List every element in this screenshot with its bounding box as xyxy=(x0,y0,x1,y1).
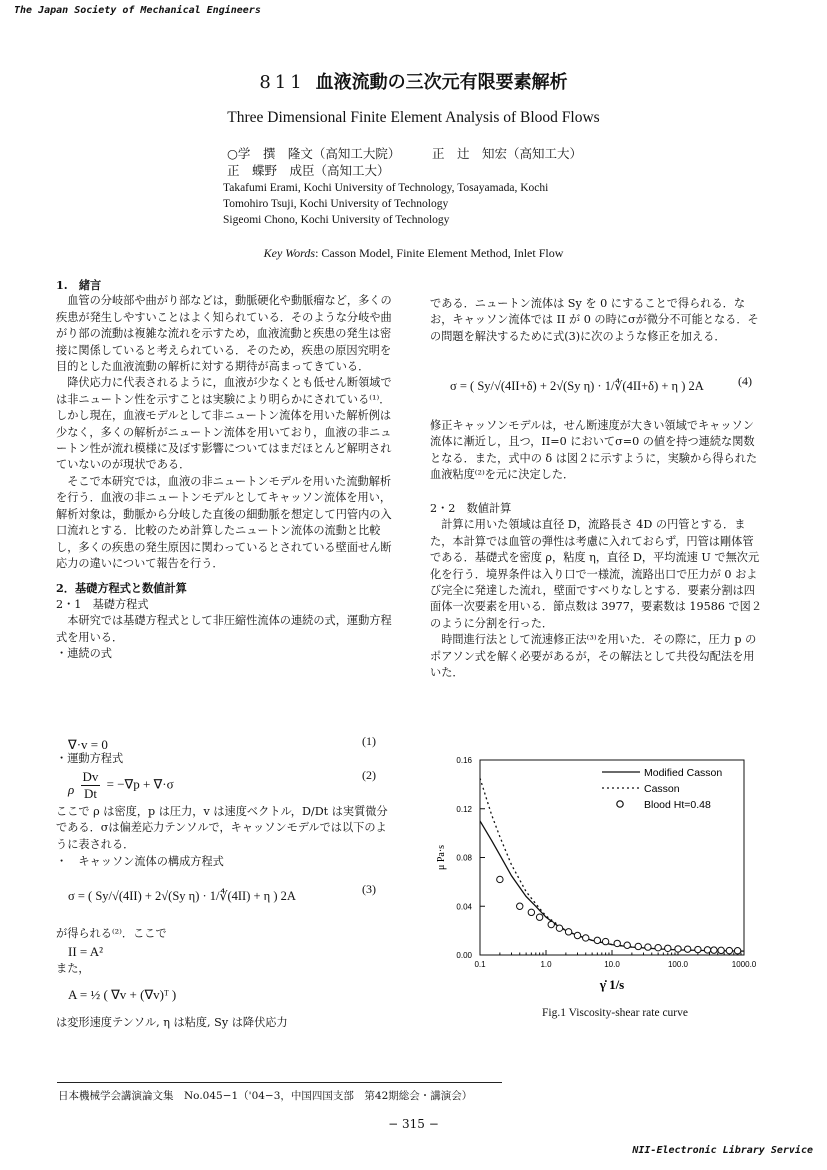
affil-2: Tomohiro Tsuji, Kochi University of Technology xyxy=(223,198,449,210)
motion-label: ・運動方程式 xyxy=(56,752,124,765)
data-point-blood xyxy=(711,947,717,953)
title-ja-text: 血液流動の三次元有限要素解析 xyxy=(315,72,568,93)
paper-number: 811 xyxy=(259,72,306,93)
x-tick-label: 100.0 xyxy=(667,960,689,969)
right-section-2-2 xyxy=(430,501,764,681)
keywords-label: Key Words xyxy=(263,246,316,260)
y-tick-label: 0.08 xyxy=(456,853,472,863)
mata-label: また， xyxy=(56,962,90,975)
x-axis-label: γ̇ 1/s xyxy=(599,977,625,992)
data-point-blood xyxy=(517,903,523,909)
eq2-rhs: = −∇p + ∇·σ xyxy=(106,776,174,792)
y-axis-label: μ Pa·s xyxy=(436,844,447,871)
equation-II: II = A² xyxy=(68,944,104,959)
legend-label: Blood Ht=0.48 xyxy=(644,799,711,811)
right-column-top: である．ニュートン流体は Sy を 0 にすることで得られる．なお，キャッソン流体では II が 0 の時にσが微分不可能となる．その問題を解決するために式(3)に次のような修正を加える． xyxy=(430,297,759,343)
y-tick-label: 0.12 xyxy=(456,804,472,814)
affil-3: Sigeomi Chono, Kochi University of Technology xyxy=(223,214,450,226)
equation-3-number: (3) xyxy=(362,882,376,896)
after-eq2: ここで ρ は密度，p は圧力，v は速度ベクトル，D/Dt は実質微分である．σは偏差応力テンソルで，キャッソンモデルでは以下のように表される． xyxy=(56,805,388,851)
section-2-1-heading: 2・1 基礎方程式 xyxy=(56,597,149,611)
x-tick-label: 0.1 xyxy=(474,960,486,969)
s1-paragraph-2: 降伏応力に代表されるように，血液が少なくとも低せん断領域では非ニュートン性を示すことは実験により明らかにされている⁽¹⁾．しかし現在，血液モデルとして非ニュートン流体を用いた解析例は少なく，多くの解析がニュートン流体を用いており，血液の非ニュートン性が流れ模様に及ぼす影響についてはまだほとんど解明されていないのが現状である． xyxy=(56,376,392,472)
data-point-blood xyxy=(718,947,724,953)
paper-title-en: Three Dimensional Finite Element Analysis of Blood Flows xyxy=(227,109,600,126)
data-point-blood xyxy=(556,925,562,931)
data-point-blood xyxy=(695,946,701,952)
after-eq3: が得られる⁽²⁾．ここで xyxy=(56,927,167,940)
data-point-blood xyxy=(665,945,671,951)
legend-label: Casson xyxy=(644,783,680,795)
data-point-blood xyxy=(536,914,542,920)
s1-paragraph-3: そこで本研究では，血液の非ニュートンモデルを用いた流動解析を行う．血液の非ニュートンモデルとしてキャッソン流体を用い，解析対象は，動脈から分岐した直後の細動脈を想定して円管内の入口流れとする．比較のため計算したニュートン流体の流動と比較し，多くの疾患の発生原因に関わっているとされている壁面せん断応力の違いについて報告を行う． xyxy=(56,474,392,570)
author-line-1b: 正 辻 知宏（高知工大） xyxy=(432,146,583,161)
affiliations xyxy=(223,180,548,228)
y-tick-label: 0.00 xyxy=(456,951,472,960)
y-tick-label: 0.16 xyxy=(456,756,472,765)
equation-2-number: (2) xyxy=(362,768,376,782)
left-column xyxy=(56,277,394,662)
data-point-blood xyxy=(602,938,608,944)
equation-1-number: (1) xyxy=(362,734,376,748)
data-point-blood xyxy=(645,944,651,950)
eq2-frac-num: Dv xyxy=(82,769,99,784)
right-paragraph-2: 修正キャッソンモデルは，せん断速度が大きい領域でキャッソン流体に漸近し，且つ，II=0 においてσ=0 の値を持つ連続な関数となる．また，式中の δ は図２に示すように，実験から得られた血液粘度⁽²⁾を元に決定した． xyxy=(430,419,758,482)
section-2-heading: 2．基礎方程式と数値計算 xyxy=(56,581,187,596)
s21-paragraph-1: 本研究では基礎方程式として非圧縮性流体の連続の式，運動方程式を用いる． xyxy=(56,614,392,644)
author-line-2: 正 蝶野 成臣（高知工大） xyxy=(227,163,390,178)
x-tick-label: 10.0 xyxy=(604,960,620,969)
after-eqA: は変形速度テンソル, η は粘度, Sy は降伏応力 xyxy=(56,1016,288,1029)
figure-caption: Fig.1 Viscosity-shear rate curve xyxy=(541,1007,688,1019)
legend-marker xyxy=(617,801,623,807)
footer-rule xyxy=(57,1082,502,1083)
section-2-2-heading: 2・2 数値計算 xyxy=(430,502,512,515)
data-point-blood xyxy=(675,946,681,952)
continuity-label: ・連続の式 xyxy=(56,646,112,660)
data-point-blood xyxy=(734,948,740,954)
viscosity-chart xyxy=(432,748,762,1003)
data-point-blood xyxy=(655,944,661,950)
equation-4: σ = ( Sy/√(4II+δ) + 2√(Sy η) · 1/∜(4II+δ) + η ) 2A xyxy=(450,379,704,393)
casson-label: ・ キャッソン流体の構成方程式 xyxy=(56,855,224,868)
data-point-blood xyxy=(583,935,589,941)
eq2-frac-den: Dt xyxy=(83,786,97,801)
equation-1: ∇·v = 0 xyxy=(68,737,108,752)
data-point-blood xyxy=(635,943,641,949)
affil-1: Takafumi Erami, Kochi University of Technology, Tosayamada, Kochi xyxy=(223,182,549,194)
society-header: The Japan Society of Mechanical Engineers xyxy=(14,5,261,16)
equation-4-number: (4) xyxy=(738,374,752,388)
x-tick-label: 1.0 xyxy=(540,960,552,969)
s22-paragraph-1: 計算に用いた領域は直径 D，流路長さ 4D の円管とする．また，本計算では血管の弾性は考慮に入れておらず，円管は剛体管である．基礎式を密度 ρ，粘度 η，直径 D，平均流速 U で無次元化を行う．境界条件は入り口で一様流，流路出口で圧力が 0 および完全に発達した流れ，壁面ですべりなしとする．要素分割は四面体一次要素を用いる．節点数は 3977，要素数は 19586 で図２のように分割を行った． xyxy=(430,518,763,630)
paper-title-ja xyxy=(0,68,827,94)
x-tick-label: 1000.0 xyxy=(731,960,757,969)
data-point-blood xyxy=(565,929,571,935)
data-point-blood xyxy=(548,921,554,927)
plot-frame xyxy=(480,760,744,955)
data-point-blood xyxy=(624,942,630,948)
section-1-heading: 1. 緒言 xyxy=(56,278,102,292)
equation-A: A = ½ ( ∇v + (∇v)ᵀ ) xyxy=(68,987,177,1002)
legend-label: Modified Casson xyxy=(644,767,723,779)
data-point-blood xyxy=(614,940,620,946)
eq2-lhs: ρ xyxy=(68,782,75,798)
equation-2 xyxy=(68,769,174,802)
authors xyxy=(227,145,583,179)
data-point-blood xyxy=(594,937,600,943)
data-point-blood xyxy=(684,946,690,952)
page-number: − 315 − xyxy=(388,1117,439,1131)
equation-3: σ = ( Sy/√(4II) + 2√(Sy η) · 1/∜(4II) + η ) 2A xyxy=(68,889,296,903)
keywords xyxy=(0,246,827,261)
s1-paragraph-1: 血管の分岐部や曲がり部などは，動脈硬化や動脈瘤など，多くの疾患が発生しやすいことはよく知られている．そのような分岐や曲がり部の流動は複雑な流れを示すため，血液流動と疾患の発生は密接に関係していると考えられている．そのため，疾患の原因究明を目的とした血液流動の解析に対する期待が高まってきている． xyxy=(56,294,392,374)
service-footer: NII-Electronic Library Service xyxy=(632,1145,813,1156)
data-point-blood xyxy=(497,876,503,882)
keywords-text: : Casson Model, Finite Element Method, Inlet Flow xyxy=(315,246,564,260)
y-tick-label: 0.04 xyxy=(456,902,472,912)
data-point-blood xyxy=(704,947,710,953)
data-point-blood xyxy=(574,932,580,938)
s22-paragraph-2: 時間進行法として流速修正法⁽³⁾を用いた．その際に，圧力 p のポアソン式を解く必要があるが，その解法として共役勾配法を用いた． xyxy=(430,633,757,680)
data-point-blood xyxy=(726,947,732,953)
footer-text: 日本機械学会講演論文集 No.045−1（'04−3，中国四国支部 第42期総会・講演会） xyxy=(58,1090,473,1102)
series-line-modified-casson xyxy=(480,821,744,951)
author-line-1a: ○学 撰 隆文（高知工大院） xyxy=(227,146,401,161)
data-point-blood xyxy=(528,909,534,915)
